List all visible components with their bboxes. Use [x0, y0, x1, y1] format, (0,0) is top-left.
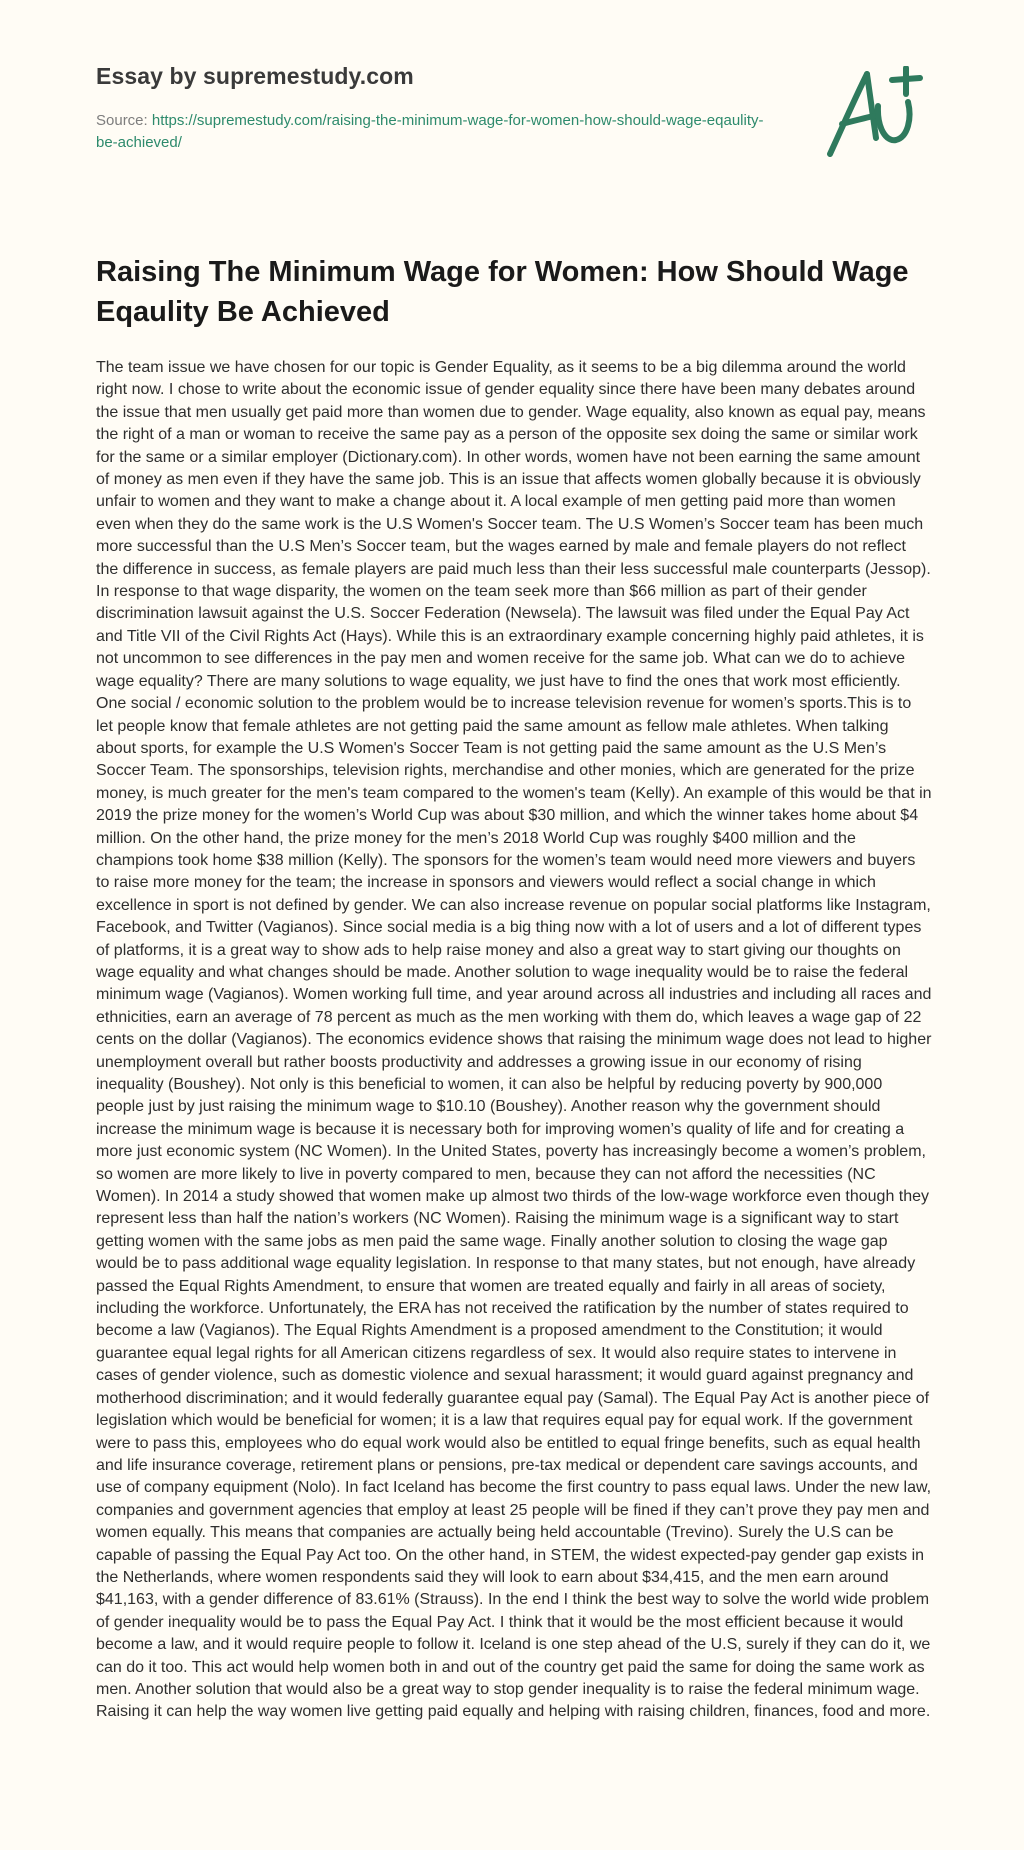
site-title: Essay by supremestudy.com [96, 63, 414, 89]
page-header [96, 0, 928, 190]
essay-body: The team issue we have chosen for our topic is Gender Equality, as it seems to be a big dilemma around the world right now. I chose to write about the economic issue of gender equality since there have been many debates around the issue that men usually get paid more than women due to gender. Wage equality, also known as equal pay, means the right of a man or woman to receive the same pay as a person of the opposite sex doing the same or similar work for the same or a similar employer (Dictionary.com). In other words, women have not been earning the same amount of money as men even if they have the same job. This is an issue that affects women globally because it is obviously unfair to women and they want to make a change about it. A local example of men getting paid more than women even when they do the same work is the U.S Women's Soccer team. The U.S Women’s Soccer team has been much more successful than the U.S Men’s Soccer team, but the wages earned by male and female players do not reflect the difference in success, as female players are paid much less than their less successful male counterparts (Jessop). In response to that wage disparity, the women on the team seek more than $66 million as part of their gender discrimination lawsuit against the U.S. Soccer Federation (Newsela). The lawsuit was filed under the Equal Pay Act and Title VII of the Civil Rights Act (Hays). While this is an extraordinary example concerning highly paid athletes, it is not uncommon to see differences in the pay men and women receive for the same job. What can we do to achieve wage equality? There are many solutions to wage equality, we just have to find the ones that work most efficiently. One social / economic solution to the problem would be to increase television revenue for women’s sports.This is to let people know that female athletes are not getting paid the same amount as fellow male athletes. When talking about sports, for example the U.S Women's Soccer Team is not getting paid the same amount as the U.S Men’s Soccer Team. The sponsorships, television rights, merchandise and other monies, which are generated for the prize money, is much greater for the men's team compared to the women's team (Kelly). An example of this would be that in 2019 the prize money for the women’s World Cup was about $30 million, and which the winner takes home about $4 million. On the other hand, the prize money for the men’s 2018 World Cup was roughly $400 million and the champions took home $38 million (Kelly). The sponsors for the women’s team would need more viewers and buyers to raise more money for the team; the increase in sponsors and viewers would reflect a social change in which excellence in sport is not defined by gender. We can also increase revenue on popular social platforms like Instagram, Facebook, and Twitter (Vagianos). Since social media is a big thing now with a lot of users and a lot of different types of platforms, it is a great way to show ads to help raise money and also a great way to start giving our thoughts on wage equality and what changes should be made. Another solution to wage inequality would be to raise the federal minimum wage (Vagianos). Women working full time, and year around across all industries and including all races and ethnicities, earn an average of 78 percent as much as the men working with them do, which leaves a wage gap of 22 cents on the dollar (Vagianos). The economics evidence shows that raising the minimum wage does not lead to higher unemployment overall but rather boosts productivity and addresses a growing issue in our economy of rising inequality (Boushey). Not only is this beneficial to women, it can also be helpful by reducing poverty by 900,000 people just by just raising the minimum wage to $10.10 (Boushey). Another reason why the government should increase the minimum wage is because it is necessary both for improving women’s quality of life and for creating a more just economic system (NC Women). In the United States, poverty has increasingly become a women’s problem, so women are more likely to live in poverty compared to men, because they can not afford the necessities (NC Women). In 2014 a study showed that women make up almost two thirds of the low-wage workforce even though they represent less than half the nation’s workers (NC Women). Raising the minimum wage is a significant way to start getting women with the same jobs as men paid the same wage. Finally another solution to closing the wage gap would be to pass additional wage equality legislation. In response to that many states, but not enough, have already passed the Equal Rights Amendment, to ensure that women are treated equally and fairly in all areas of society, including the workforce. Unfortunately, the ERA has not received the ratification by the number of states required to become a law (Vagianos). The Equal Rights Amendment is a proposed amendment to the Constitution; it would guarantee equal legal rights for all American citizens regardless of sex. It would also require states to intervene in cases of gender violence, such as domestic violence and sexual harassment; it would guard against pregnancy and motherhood discrimination; and it would federally guarantee equal pay (Samal). The Equal Pay Act is another piece of legislation which would be beneficial for women; it is a law that requires equal pay for equal work. If the government were to pass this, employees who do equal work would also be entitled to equal fringe benefits, such as equal health and life insurance coverage, retirement plans or pensions, pre-tax medical or dependent care savings accounts, and use of company equipment (Nolo). In fact Iceland has become the first country to pass equal laws. Under the new law, companies and government agencies that employ at least 25 people will be fined if they can’t prove they pay men and women equally. This means that companies are actually being held accountable (Trevino). Surely the U.S can be capable of passing the Equal Pay Act too. On the other hand, in STEM, the widest expected-pay gender gap exists in the Netherlands, where women respondents said they will look to earn about $34,415, and the men earn around $41,163, with a gender difference of 83.61% (Strauss). In the end I think the best way to solve the world wide problem of gender inequality would be to pass the Equal Pay Act. I think that it would be the most efficient because it would become a law, and it would require people to follow it. Iceland is one step ahead of the U.S, surely if they can do it, we can do it too. This act would help women both in and out of the country get paid the same for doing the same work as men. Another solution that would also be a great way to stop gender inequality is to raise the federal minimum wage. Raising it can help the way women live getting paid equally and helping with raising children, finances, food and more. [96, 359, 932, 1721]
source-link[interactable]: https://supremestudy.com/raising-the-minimum-wage-for-women-how-should-wage-eqaulity-be-achieved/ [96, 112, 764, 151]
essay-article [96, 252, 932, 1724]
a-plus-logo-icon [820, 66, 930, 166]
essay-title: Raising The Minimum Wage for Women: How Should Wage Eqaulity Be Achieved [96, 256, 909, 328]
source-line [96, 110, 776, 154]
source-label: Source: [96, 112, 152, 129]
